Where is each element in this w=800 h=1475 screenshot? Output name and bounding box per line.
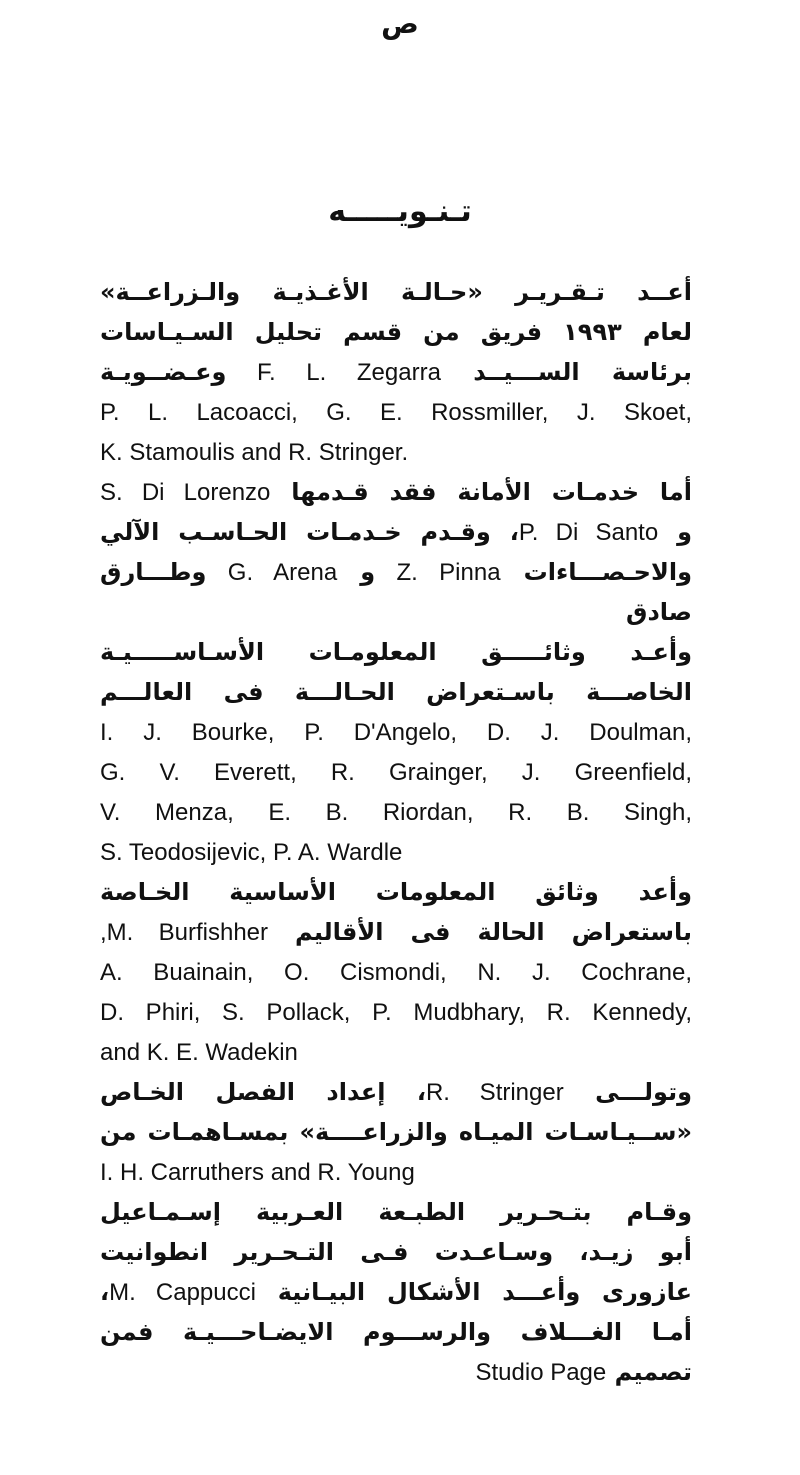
page-title: تـنـويـــــه <box>328 194 472 229</box>
text-line: برئاسة الســـيــد F. L. Zegarra وعـضــويـة <box>100 358 692 386</box>
latin-name-run: M. Burfishher, <box>100 919 269 946</box>
latin-name-run: P. L. Lacoacci, G. E. Rossmiller, J. Skoet, <box>100 399 692 426</box>
text-line: وأعد وثائق المعلومات الأساسية الخـاصة <box>100 878 692 906</box>
latin-name-run: and K. E. Wadekin <box>100 1039 298 1066</box>
latin-name-run: S. Di Lorenzo <box>100 479 271 506</box>
latin-name-run: K. Stamoulis and R. Stringer. <box>100 439 409 466</box>
text-line: أبو زيـد، وسـاعـدت فـى التـحـرير انطوانيت <box>100 1238 692 1266</box>
text-line <box>100 1032 692 1072</box>
text-line: «ســيـاسـات الميـاه والزراعــــة» بمسـاهمـات من <box>100 1118 692 1146</box>
text-line: باستعراض الحالة فى الأقاليم M. Burfishher, <box>100 918 692 946</box>
latin-name-run: D. Phiri, S. Pollack, P. Mudbhary, R. Kennedy, <box>100 999 692 1026</box>
acknowledgment-text-block <box>100 272 692 1392</box>
text-line <box>100 992 692 1032</box>
page-number-marker: ص <box>381 7 419 40</box>
text-line: أعــد تـقـريـر «حـالـة الأغـذيـة والـزراعــة» <box>100 278 692 306</box>
text-line <box>100 752 692 792</box>
text-line <box>100 952 692 992</box>
latin-name-run: Z. Pinna <box>375 559 501 586</box>
latin-name-run: P. Di Santo <box>518 519 659 546</box>
text-line <box>100 712 692 752</box>
text-line: أما خدمـات الأمانة فقد قـدمها S. Di Lorenzo <box>100 478 692 506</box>
text-line: أمـا الغـــلاف والرســـوم الايضـاحـــيـة فمن <box>100 1318 692 1346</box>
latin-name-run: Studio Page <box>475 1359 607 1386</box>
text-line: وقـام بتـحـرير الطبـعة العـربية إسـمـاعيل <box>100 1198 692 1226</box>
latin-name-run: S. Teodosijevic, P. A. Wardle <box>100 839 403 866</box>
latin-name-run: V. Menza, E. B. Riordan, R. B. Singh, <box>100 799 692 826</box>
text-line: عازورى وأعـــد الأشكال البيـانية M. Cappucci، <box>100 1278 692 1306</box>
text-line: و P. Di Santo، وقـدم خـدمـات الحـاسـب الآلي <box>100 518 692 546</box>
latin-name-run: F. L. Zegarra <box>226 359 441 386</box>
text-line: تصميم Studio Page <box>475 1358 692 1386</box>
latin-name-run: I. H. Carruthers and R. Young <box>100 1159 415 1186</box>
text-line: وتولـــى R. Stringer، إعداد الفصل الخـاص <box>100 1078 692 1106</box>
text-line <box>100 432 692 472</box>
text-line <box>100 1152 692 1192</box>
latin-name-run: A. Buainain, O. Cismondi, N. J. Cochrane, <box>100 959 692 986</box>
text-line: وأعـد وثائـــــق المعلومـات الأسـاســـــيـة <box>100 638 692 666</box>
text-line: لعام ١٩٩٣ فريق من قسم تحليل السـيـاسات <box>100 318 692 346</box>
latin-name-run: M. Cappucci <box>109 1279 256 1306</box>
text-line: الخاصـــة باسـتعراض الحـالـــة فى العالـــم <box>100 678 692 706</box>
text-line <box>100 392 692 432</box>
latin-name-run: I. J. Bourke, P. D'Angelo, D. J. Doulman, <box>100 719 692 746</box>
text-line: والاحـصـــاءات Z. Pinna و G. Arena وطـــارق <box>100 558 692 586</box>
text-line <box>100 832 692 872</box>
latin-name-run: G. V. Everett, R. Grainger, J. Greenfield, <box>100 759 692 786</box>
latin-name-run: G. Arena <box>206 559 338 586</box>
text-line: صادق <box>626 598 692 626</box>
latin-name-run: R. Stringer <box>425 1079 564 1106</box>
text-line <box>100 792 692 832</box>
